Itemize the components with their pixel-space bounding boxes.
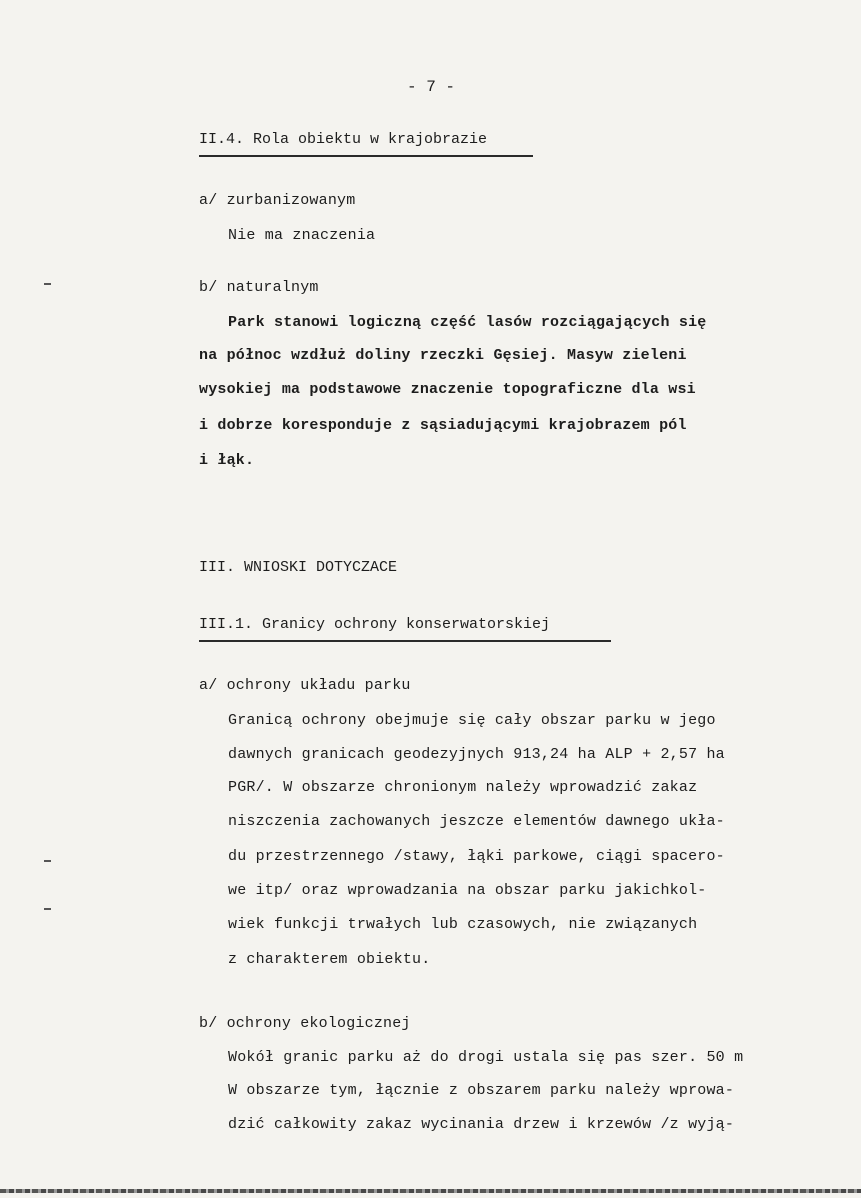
paragraph-line: W obszarze tym, łącznie z obszarem parku należy wprowa-: [228, 1082, 735, 1099]
section-heading-3: III. WNIOSKI DOTYCZACE: [199, 559, 398, 576]
paragraph-line: i dobrze koresponduje z sąsiadującymi krajobrazem pól: [199, 417, 687, 434]
subsection-label-a: a/ zurbanizowanym: [199, 192, 356, 209]
margin-mark: [44, 283, 51, 285]
paragraph-line: niszczenia zachowanych jeszcze elementów dawnego ukła-: [228, 813, 725, 830]
margin-mark: [44, 908, 51, 910]
heading-underline: [199, 640, 611, 642]
paragraph-line: i łąk.: [199, 452, 255, 469]
paragraph-line: Wokół granic parku aż do drogi ustala się pas szer. 50 m: [228, 1049, 744, 1066]
section-heading-3-1: III.1. Granicy ochrony konserwatorskiej: [199, 616, 551, 633]
paragraph-line: PGR/. W obszarze chronionym należy wprowadzić zakaz: [228, 779, 698, 796]
paragraph-line: z charakterem obiektu.: [228, 951, 431, 968]
paragraph-line: wiek funkcji trwałych lub czasowych, nie związanych: [228, 916, 698, 933]
paragraph-line: dawnych granicach geodezyjnych 913,24 ha ALP + 2,57 ha: [228, 746, 725, 763]
heading-underline: [199, 155, 533, 157]
paragraph-line: du przestrzennego /stawy, łąki parkowe, ciągi spacero-: [228, 848, 725, 865]
paragraph-line: Nie ma znaczenia: [228, 227, 376, 244]
scan-bottom-edge: [0, 1189, 861, 1193]
section-heading-2-4: II.4. Rola obiektu w krajobrazie: [199, 131, 488, 148]
paragraph-line: we itp/ oraz wprowadzania na obszar parku jakichkol-: [228, 882, 707, 899]
paragraph-line: dzić całkowity zakaz wycinania drzew i krzewów /z wyją-: [228, 1116, 735, 1133]
subsection-label-b: b/ ochrony ekologicznej: [199, 1015, 411, 1032]
subsection-label-b: b/ naturalnym: [199, 279, 319, 296]
margin-mark: [44, 860, 51, 862]
paragraph-line: wysokiej ma podstawowe znaczenie topograficzne dla wsi: [199, 381, 696, 398]
paragraph-line: Granicą ochrony obejmuje się cały obszar parku w jego: [228, 712, 716, 729]
paragraph-line: Park stanowi logiczną część lasów rozciągających się: [228, 314, 707, 331]
page-number: - 7 -: [407, 78, 456, 96]
subsection-label-a: a/ ochrony układu parku: [199, 677, 411, 694]
paragraph-line: na północ wzdłuż doliny rzeczki Gęsiej. Masyw zieleni: [199, 347, 687, 364]
